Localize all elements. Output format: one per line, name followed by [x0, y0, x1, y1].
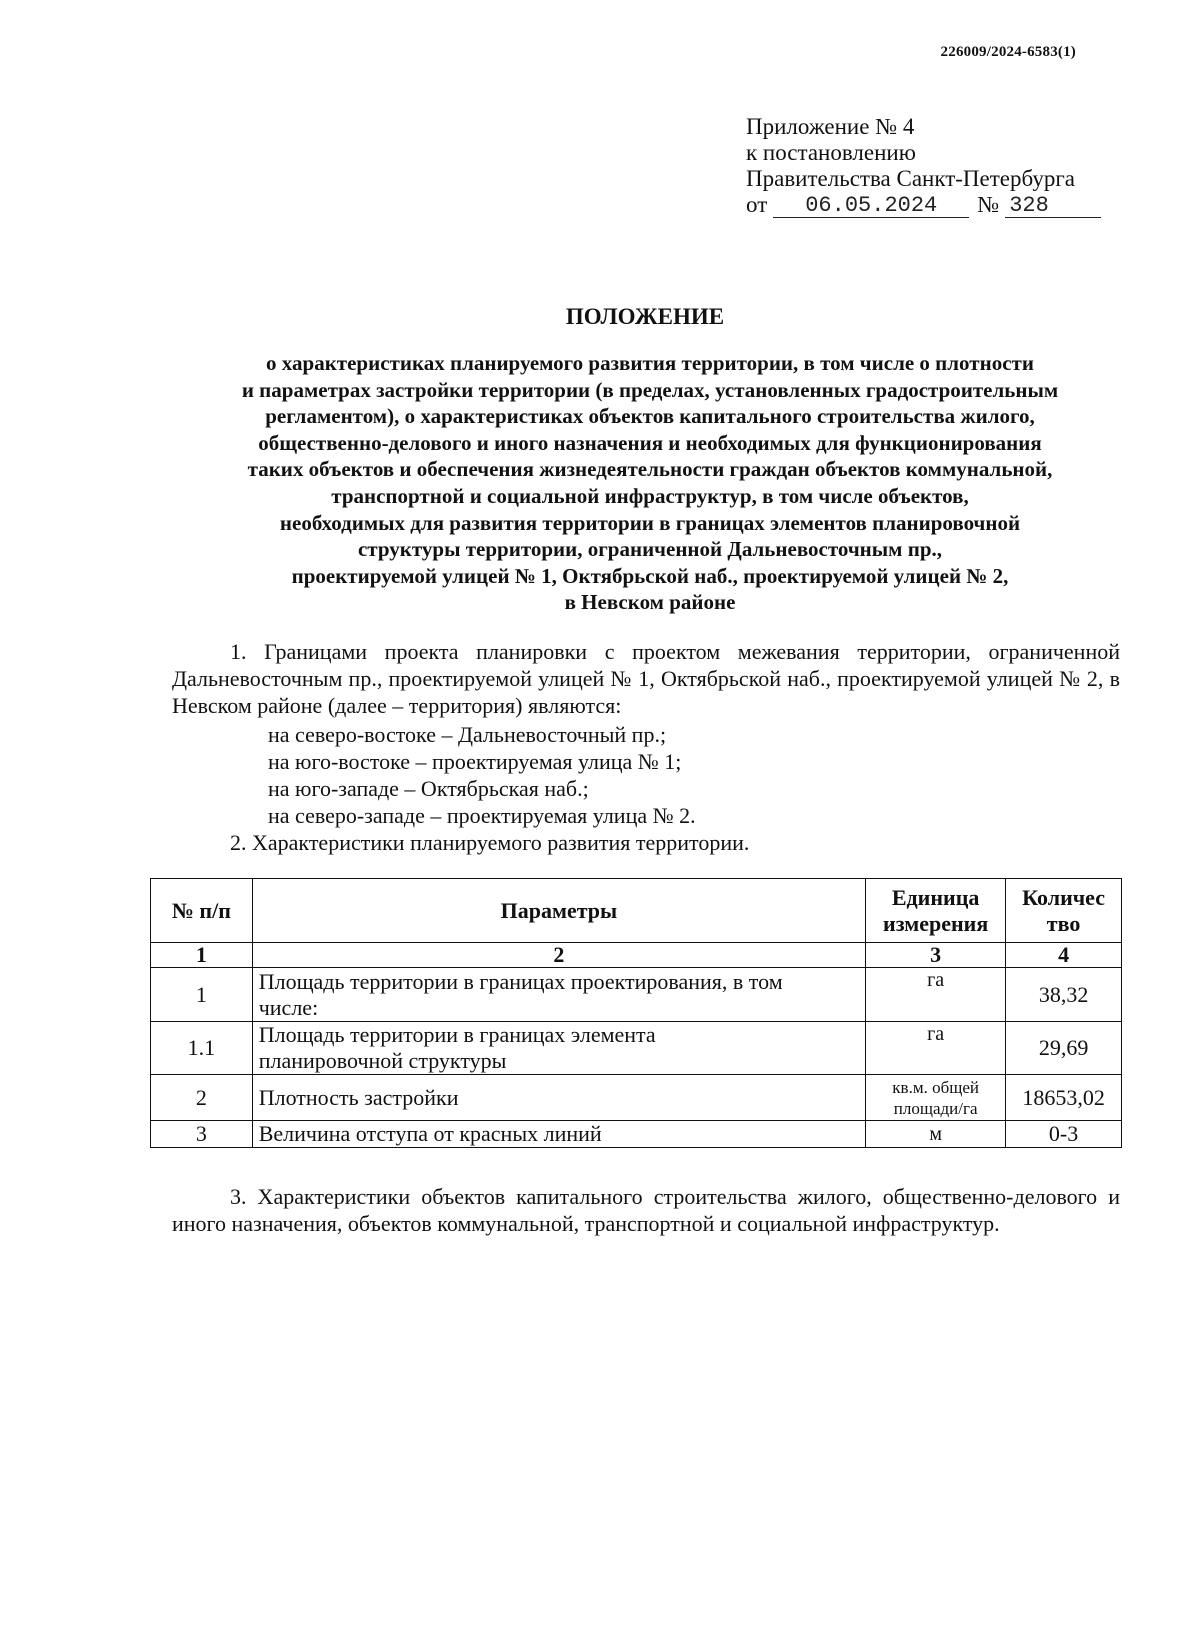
numbering-cell: 1	[151, 943, 253, 968]
header-unit	[866, 879, 1006, 943]
row-number: 1	[151, 968, 253, 1022]
table-row	[151, 968, 1122, 1022]
row-unit-line: площади/га	[893, 1098, 978, 1118]
boundaries-list	[268, 721, 696, 829]
numbering-cell: 4	[1006, 943, 1122, 968]
appendix-date-row	[746, 192, 1106, 218]
subtitle-line: в Невском районе	[564, 590, 736, 615]
appendix-block	[746, 114, 1106, 218]
boundary-item: на юго-востоке – проектируемая улица № 1;	[268, 749, 682, 774]
row-parameter-line: планировочной структуры	[258, 1048, 507, 1073]
row-number: 1.1	[151, 1022, 253, 1075]
table-row	[151, 1075, 1122, 1121]
row-parameter	[252, 1022, 865, 1075]
row-unit: м	[866, 1121, 1006, 1148]
row-parameter-line: числе:	[258, 994, 319, 1020]
document-title: ПОЛОЖЕНИЕ	[565, 304, 725, 329]
table-row	[151, 1022, 1122, 1075]
document-subtitle	[160, 350, 1140, 616]
row-value: 29,69	[1006, 1022, 1122, 1075]
table-header-row	[151, 879, 1122, 943]
paragraph-1-text: 1. Границами проекта планировки с проектом межевания территории, ограниченной Дальневосточным пр., проектируемой улицей № 1, Октябрьской наб., проектируемой улицей № 2, в Невском районе (далее – территория) являются:	[172, 639, 1120, 718]
table-row	[151, 1121, 1122, 1148]
appendix-line-3: Правительства Санкт-Петербурга	[746, 166, 1075, 191]
subtitle-line: транспортной и социальной инфраструктур, в том числе объектов,	[331, 483, 969, 508]
header-quantity	[1006, 879, 1122, 943]
row-number: 2	[151, 1075, 253, 1121]
number-label: №	[977, 192, 1000, 217]
parameters-table	[150, 878, 1122, 1148]
resolution-date: 06.05.2024	[773, 195, 969, 218]
row-parameter-line: Площадь территории в границах элемента	[258, 1022, 656, 1047]
paragraph-3	[172, 1183, 1120, 1237]
row-value: 0-3	[1006, 1121, 1122, 1148]
boundary-item: на юго-западе – Октябрьская наб.;	[268, 776, 589, 801]
subtitle-line: проектируемой улицей № 1, Октябрьской наб., проектируемой улицей № 2,	[291, 563, 1009, 588]
row-parameter: Плотность застройки	[252, 1075, 865, 1121]
header-parameters: Параметры	[252, 879, 865, 943]
row-unit: га	[866, 968, 1006, 1022]
row-unit: га	[866, 1022, 1006, 1075]
row-parameter	[252, 968, 865, 1022]
paragraph-3-text: 3. Характеристики объектов капитального строительства жилого, общественно-делового и иного назначения, объектов коммунальной, транспортной и социальной инфраструктур.	[172, 1184, 1120, 1236]
subtitle-line: о характеристиках планируемого развития территории, в том числе о плотности	[266, 351, 1034, 375]
appendix-line-2: к постановлению	[746, 140, 916, 165]
paragraph-1	[172, 638, 1120, 719]
row-unit	[866, 1075, 1006, 1121]
row-parameter-line: Площадь территории в границах проектирования, в том	[258, 968, 783, 994]
boundary-item: на северо-востоке – Дальневосточный пр.;	[268, 722, 667, 747]
header-unit-line-2: измерения	[883, 910, 989, 936]
table-numbering-row	[151, 943, 1122, 968]
numbering-cell: 2	[252, 943, 865, 968]
subtitle-line: регламентом), о характеристиках объектов капитального строительства жилого,	[265, 404, 1035, 429]
row-number: 3	[151, 1121, 253, 1148]
header-quantity-line-2: тво	[1046, 910, 1081, 936]
boundary-item: на северо-западе – проектируемая улица № 2.	[268, 803, 696, 828]
numbering-cell: 3	[866, 943, 1006, 968]
row-parameter: Величина отступа от красных линий	[252, 1121, 865, 1148]
document-registration-number: 226009/2024-6583(1)	[940, 44, 1076, 60]
subtitle-line: необходимых для развития территории в границах элементов планировочной	[279, 510, 1021, 535]
from-label: от	[746, 192, 768, 217]
resolution-number: 328	[1005, 195, 1101, 218]
subtitle-line: структуры территории, ограниченной Дальневосточным пр.,	[357, 537, 943, 562]
row-value: 38,32	[1006, 968, 1122, 1022]
header-number: № п/п	[151, 879, 253, 943]
header-quantity-line-1: Количес	[1022, 884, 1105, 910]
header-unit-line-1: Единица	[891, 884, 980, 910]
row-value: 18653,02	[1006, 1075, 1122, 1121]
subtitle-line: общественно-делового и иного назначения и необходимых для функционирования	[258, 430, 1042, 455]
subtitle-line: таких объектов и обеспечения жизнедеятельности граждан объектов коммунальной,	[247, 457, 1053, 482]
paragraph-2: 2. Характеристики планируемого развития территории.	[230, 830, 750, 855]
appendix-line-1: Приложение № 4	[746, 114, 915, 139]
subtitle-line: и параметрах застройки территории (в пределах, установленных градостроительным	[241, 377, 1059, 402]
row-unit-line: кв.м. общей	[892, 1077, 979, 1097]
